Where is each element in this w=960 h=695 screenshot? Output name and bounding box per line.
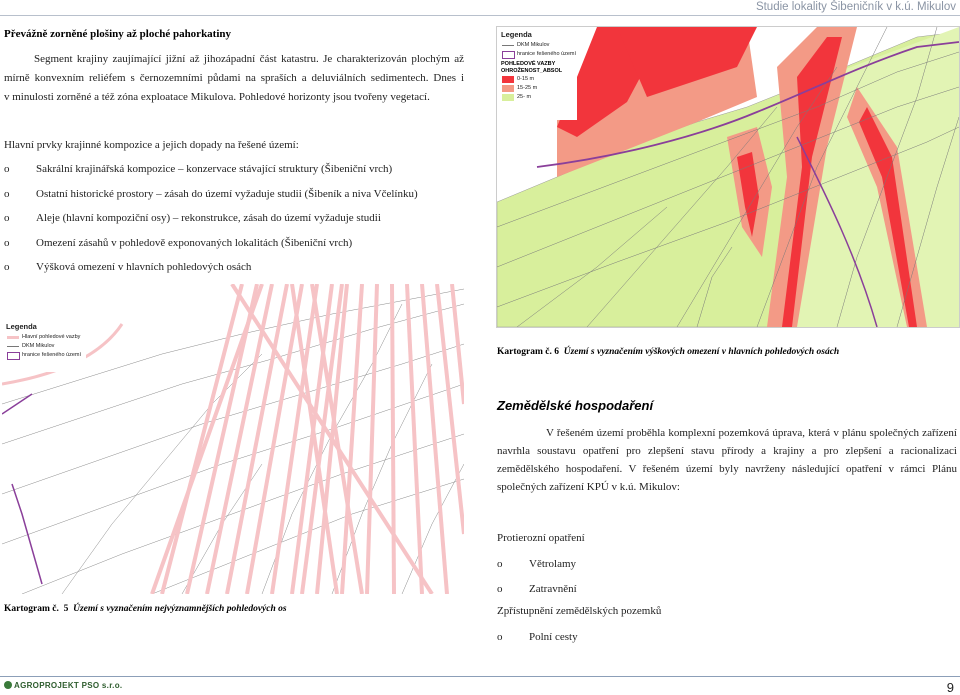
legend-line-swatch (7, 336, 19, 339)
bullet: o (4, 187, 10, 200)
kartogram-6-map (496, 26, 960, 328)
section-title: Převážně zorněné plošiny až ploché pahorkatiny (4, 28, 232, 40)
list-item-text: Ostatní historické prostory – zásah do území vyžaduje studii (Šibeník a niva Včelínku) (36, 187, 418, 200)
para-line: mírně konvexním reliéfem s černozemními půdami na spraších a deluviálních sedimentech. Dnes i (4, 72, 464, 84)
list-item-text: Sakrální krajinářská kompozice – konzervace stávající struktury (Šibeniční vrch) (36, 163, 393, 175)
legend-item: 0-15 m (501, 75, 577, 84)
agri-paragraph (497, 424, 957, 496)
kartogram-5-legend (6, 322, 86, 372)
company-logo: AGROPROJEKT PSO s.r.o. (4, 681, 122, 690)
list-item-text: Aleje (hlavní kompoziční osy) – rekonstrukce, zásah do území vyžaduje studii (36, 212, 381, 224)
header-divider (0, 15, 960, 16)
legend-line-swatch (502, 45, 514, 46)
legend-line-swatch (7, 346, 19, 347)
list-item-text: Větrolamy (529, 558, 577, 570)
para-line: společných zařízení KPÚ v k.ú. Mikulov: (497, 481, 680, 493)
bullet: o (497, 558, 503, 570)
agri-group-title: Zpřístupnění zemědělských pozemků (497, 605, 662, 617)
list-item (497, 628, 797, 653)
bullet: o (4, 163, 10, 175)
kartogram-6-caption: Kartogram č. 6 Území s vyznačením výškových omezení v hlavních pohledových osách (497, 347, 840, 357)
legend-item: Hlavní pohledové vazby (6, 333, 86, 342)
composition-list (4, 160, 474, 283)
legend-title: Legenda (501, 30, 532, 39)
page-number: 9 (946, 680, 954, 695)
para-line: Segment krajiny zaujímající jižní až jihozápadní část katastru. Je charakterizován plochým až (34, 53, 464, 65)
list-item (4, 209, 474, 234)
bullet: o (4, 236, 10, 249)
list-item (4, 234, 474, 259)
para-line: V řešeném území proběhla komplexní pozemková úprava, která v plánu společných zařízení (546, 427, 957, 439)
para-line: navrhla soustavu opatření pro zlepšení stavu přírody a krajiny a pro zlepšení a racionalizaci (497, 445, 957, 457)
legend-swatch (502, 94, 514, 101)
legend-item: 25- m (501, 93, 577, 102)
list-item (4, 185, 474, 210)
composition-intro: Hlavní prvky krajinné kompozice a jejich dopady na řešené území: (4, 139, 299, 151)
legend-item: 15-25 m (501, 84, 577, 93)
list-item (4, 160, 474, 185)
kartogram-5-caption: Kartogram č. 5 Území s vyznačením nejvýznamnějších pohledových os (4, 604, 287, 614)
logo-icon (4, 681, 12, 689)
bullet: o (497, 631, 503, 643)
legend-item: DKM Mikulov (6, 342, 86, 351)
para-line: v minulosti zorněné a též zóna exploatace Mikulova. Pohledové horizonty jsou tvořeny vegetací. (4, 91, 430, 103)
list-item (4, 258, 474, 283)
list-item-text: Zatravnění (529, 582, 577, 595)
bullet: o (4, 261, 10, 273)
legend-title: Legenda (6, 322, 37, 331)
para-line: zemědělského hospodaření. V řešeném území byly navrženy následující opatření v rámci Plánu (497, 463, 957, 475)
kartogram-5-map (2, 284, 464, 594)
document-header-title: Studie lokality Šibeničník v k.ú. Mikulov (755, 1, 956, 13)
footer-divider (0, 676, 960, 677)
agri-group-list (497, 555, 797, 604)
legend-item: hranice řešeného území (501, 50, 577, 59)
section-paragraph (4, 50, 464, 107)
legend-swatch (502, 76, 514, 83)
list-item (497, 555, 797, 580)
legend-swatch (502, 85, 514, 92)
list-item-text: Výšková omezení v hlavních pohledových osách (36, 261, 252, 273)
agri-group-list (497, 628, 797, 653)
legend-subtitle: POHLEDOVÉ VAZBY OHROŽENOST_ABSOL (501, 61, 563, 74)
list-item-text: Polní cesty (529, 631, 578, 643)
kartogram-6-legend (501, 30, 577, 120)
bullet: o (497, 582, 503, 595)
list-item-text: Omezení zásahů v pohledově exponovaných lokalitách (Šibeniční vrch) (36, 236, 353, 249)
list-item (497, 580, 797, 605)
legend-item: DKM Mikulov (501, 41, 577, 50)
legend-boundary-swatch (7, 352, 20, 360)
agri-group-title: Protierozní opatření (497, 532, 585, 544)
legend-boundary-swatch (502, 51, 515, 59)
bullet: o (4, 212, 10, 224)
agri-heading: Zemědělské hospodaření (497, 398, 654, 413)
legend-item: hranice řešeného území (6, 351, 86, 360)
